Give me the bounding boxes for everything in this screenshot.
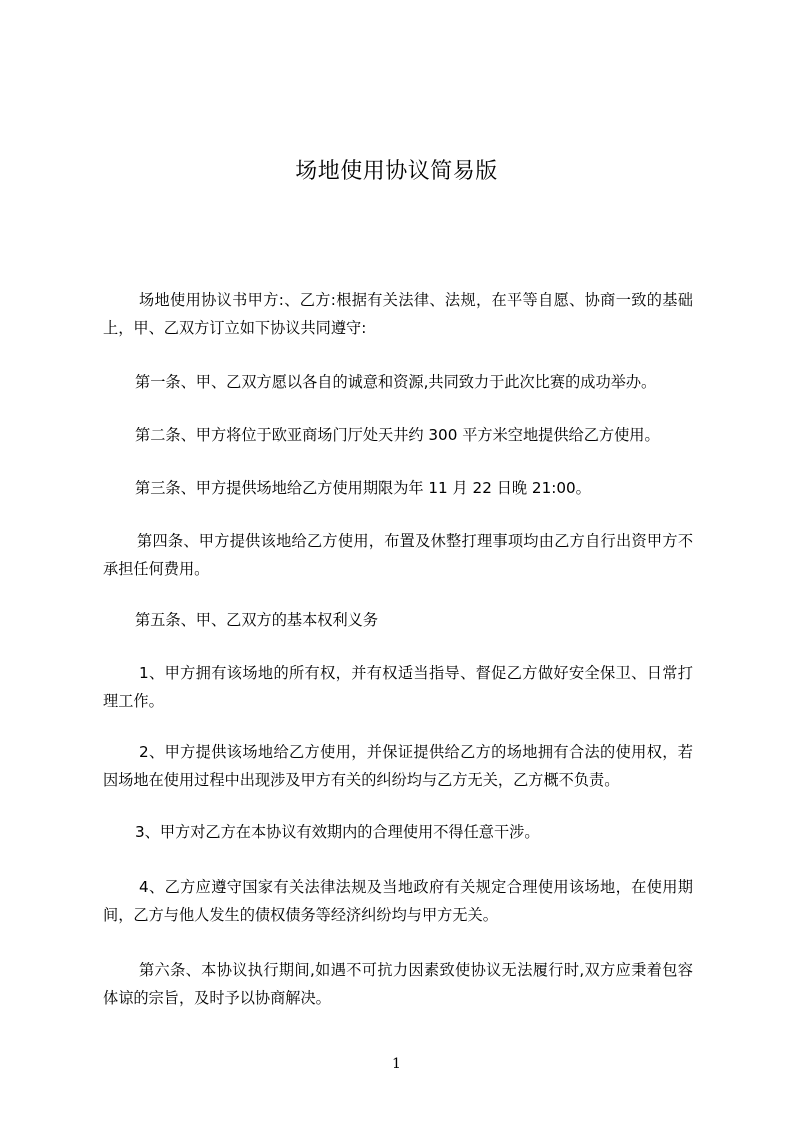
paragraph-article-3: 第三条、甲方提供场地给乙方使用期限为年 11 月 22 日晚 21:00。	[135, 479, 591, 497]
page-number: 1	[392, 1056, 401, 1072]
paragraph-article-2: 第二条、甲方将位于欧亚商场门厅处天井约 300 平方米空地提供给乙方使用。	[135, 426, 660, 444]
paragraph-clause-1: 1、甲方拥有该场地的所有权，并有权适当指导、督促乙方做好安全保卫、日常打理工作。	[103, 664, 693, 710]
document-title: 场地使用协议简易版	[295, 158, 498, 184]
paragraph-article-4: 第四条、甲方提供该地给乙方使用，布置及休整打理事项均由乙方自行出资甲方不承担任何费用。	[103, 532, 693, 578]
paragraph-clause-3: 3、甲方对乙方在本协议有效期内的合理使用不得任意干涉。	[135, 823, 540, 841]
paragraph-clause-2: 2、甲方提供该场地给乙方使用，并保证提供给乙方的场地拥有合法的使用权，若因场地在使用过程中出现涉及甲方有关的纠纷均与乙方无关，乙方概不负责。	[103, 743, 693, 789]
paragraph-preamble: 场地使用协议书甲方:、乙方:根据有关法律、法规，在平等自愿、协商一致的基础上，甲、乙双方订立如下协议共同遵守:	[103, 291, 693, 337]
paragraph-article-6: 第六条、本协议执行期间,如遇不可抗力因素致使协议无法履行时,双方应秉着包容体谅的宗旨，及时予以协商解决。	[103, 961, 693, 1007]
paragraph-clause-4: 4、乙方应遵守国家有关法律法规及当地政府有关规定合理使用该场地，在使用期间，乙方与他人发生的债权债务等经济纠纷均与甲方无关。	[103, 878, 693, 924]
paragraph-article-1: 第一条、甲、乙双方愿以各自的诚意和资源,共同致力于此次比赛的成功举办。	[135, 373, 657, 391]
paragraph-article-5: 第五条、甲、乙双方的基本权利义务	[135, 611, 378, 629]
